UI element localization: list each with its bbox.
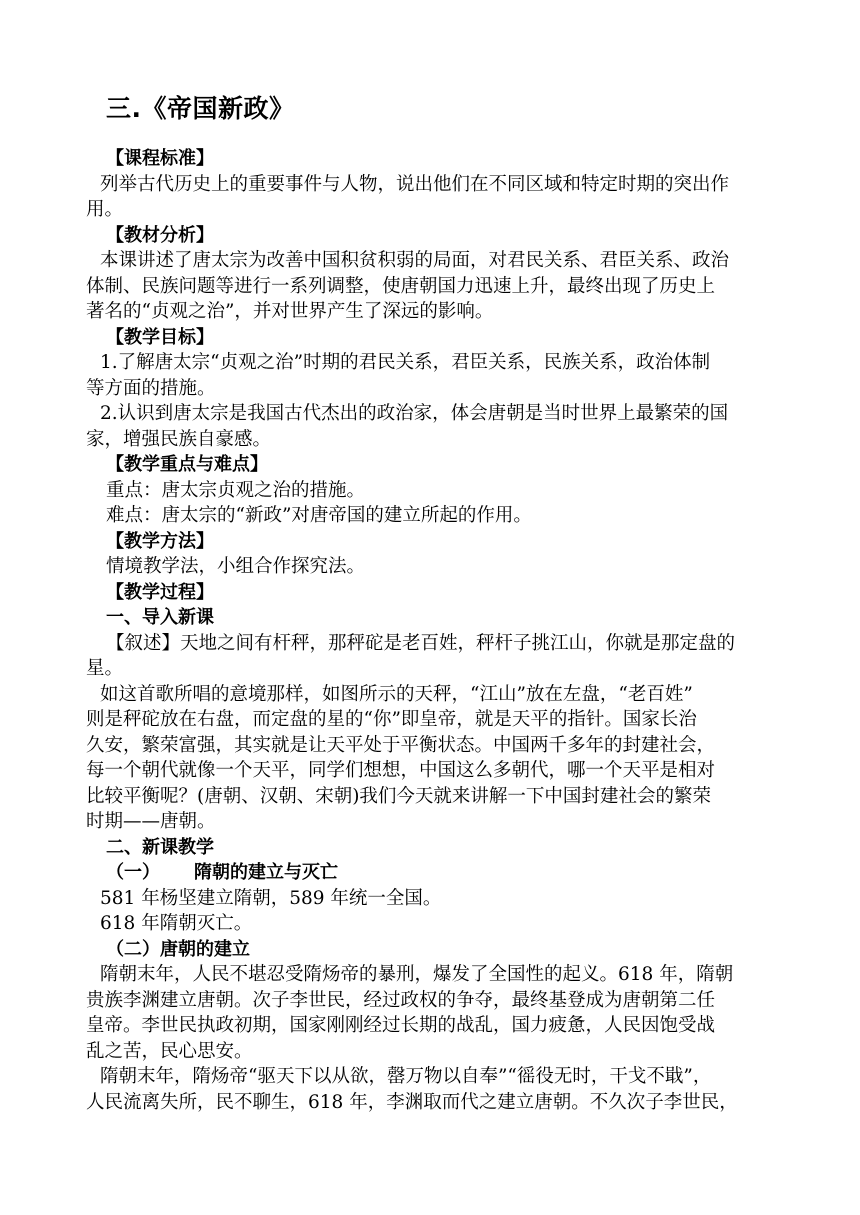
subsection-title: 隋朝的建立与灭亡 xyxy=(194,862,338,883)
text-line: 乱之苦，民心思安。 xyxy=(86,1040,253,1062)
text-line: 581 年杨坚建立隋朝，589 年统一全国。 xyxy=(100,887,442,909)
text-line: 则是秤砣放在右盘，而定盘的星的“你”即皇帝，就是天平的指针。国家长治 xyxy=(86,709,697,730)
text-line: 情境教学法，小组合作探究法。 xyxy=(106,556,366,577)
subsection-heading-sui xyxy=(86,860,774,886)
text-line: 列举古代历史上的重要事件与人物，说出他们在不同区域和特定时期的突出作 xyxy=(100,173,730,195)
text-line: 618 年隋朝灭亡。 xyxy=(100,913,253,934)
subsection-number: （一） xyxy=(106,862,160,883)
text-line: 比较平衡呢？(唐朝、汉朝、宋朝)我们今天就来讲解一下中国封建社会的繁荣 xyxy=(86,785,711,807)
text-line: 1.了解唐太宗“贞观之治”时期的君民关系，君臣关系，民族关系，政治体制 xyxy=(100,352,711,373)
text-line: 等方面的措施。 xyxy=(86,377,216,399)
text-line: 家，增强民族自豪感。 xyxy=(86,428,272,450)
heading-teaching-goals: 【教学目标】 xyxy=(106,326,214,348)
text-line: 贵族李渊建立唐朝。次子李世民，经过政权的争夺，最终基登成为唐朝第二任 xyxy=(86,989,716,1011)
text-line: 用。 xyxy=(86,199,124,220)
text-line: 重点：唐太宗贞观之治的措施。 xyxy=(106,479,366,501)
text-line: 隋朝末年，隋炀帝“驱天下以从欲，罄万物以自奉”“徭役无时，干戈不戢”， xyxy=(100,1066,712,1087)
section-heading-intro: 一、导入新课 xyxy=(106,607,214,628)
text-line: 每一个朝代就像一个天平，同学们想想，中国这么多朝代，哪一个天平是相对 xyxy=(86,760,716,781)
text-line: 2.认识到唐太宗是我国古代杰出的政治家，体会唐朝是当时世界上最繁荣的国 xyxy=(100,403,729,424)
text-line: 体制、民族问题等进行一系列调整，使唐朝国力迅速上升，最终出现了历史上 xyxy=(86,275,716,297)
heading-key-points: 【教学重点与难点】 xyxy=(106,454,268,475)
section-heading-new-lesson: 二、新课教学 xyxy=(106,836,214,858)
text-line: 久安，繁荣富强，其实就是让天平处于平衡状态。中国两千多年的封建社会， xyxy=(86,734,716,756)
heading-teaching-method: 【教学方法】 xyxy=(106,530,214,552)
text-line: 星。 xyxy=(86,658,124,679)
text-line: 时期——唐朝。 xyxy=(86,811,216,832)
page-title: 三.《帝国新政》 xyxy=(106,94,295,123)
text-line: 难点：唐太宗的“新政”对唐帝国的建立所起的作用。 xyxy=(106,505,532,526)
text-line: 皇帝。李世民执政初期，国家刚刚经过长期的战乱，国力疲惫，人民因饱受战 xyxy=(86,1015,716,1036)
subsection-heading-tang: （二）唐朝的建立 xyxy=(106,938,250,960)
text-line: 【叙述】天地之间有杆秤，那秤砣是老百姓，秤杆子挑江山，你就是那定盘的 xyxy=(106,632,736,654)
text-line: 如这首歌所唱的意境那样，如图所示的天秤，“江山”放在左盘，“老百姓” xyxy=(100,683,693,705)
heading-teaching-process: 【教学过程】 xyxy=(106,581,214,603)
heading-course-standard: 【课程标准】 xyxy=(106,148,214,169)
heading-textbook-analysis: 【教材分析】 xyxy=(106,224,214,246)
text-line: 著名的“贞观之治”，并对世界产生了深远的影响。 xyxy=(86,301,494,322)
text-line: 本课讲述了唐太宗为改善中国积贫积弱的局面，对君民关系、君臣关系、政治 xyxy=(100,250,730,271)
document-body xyxy=(86,146,774,1115)
text-line: 隋朝末年，人民不堪忍受隋炀帝的暴刑，爆发了全国性的起义。618 年，隋朝 xyxy=(100,964,734,985)
text-line: 人民流离失所，民不聊生，618 年，李渊取而代之建立唐朝。不久次子李世民， xyxy=(86,1091,738,1113)
